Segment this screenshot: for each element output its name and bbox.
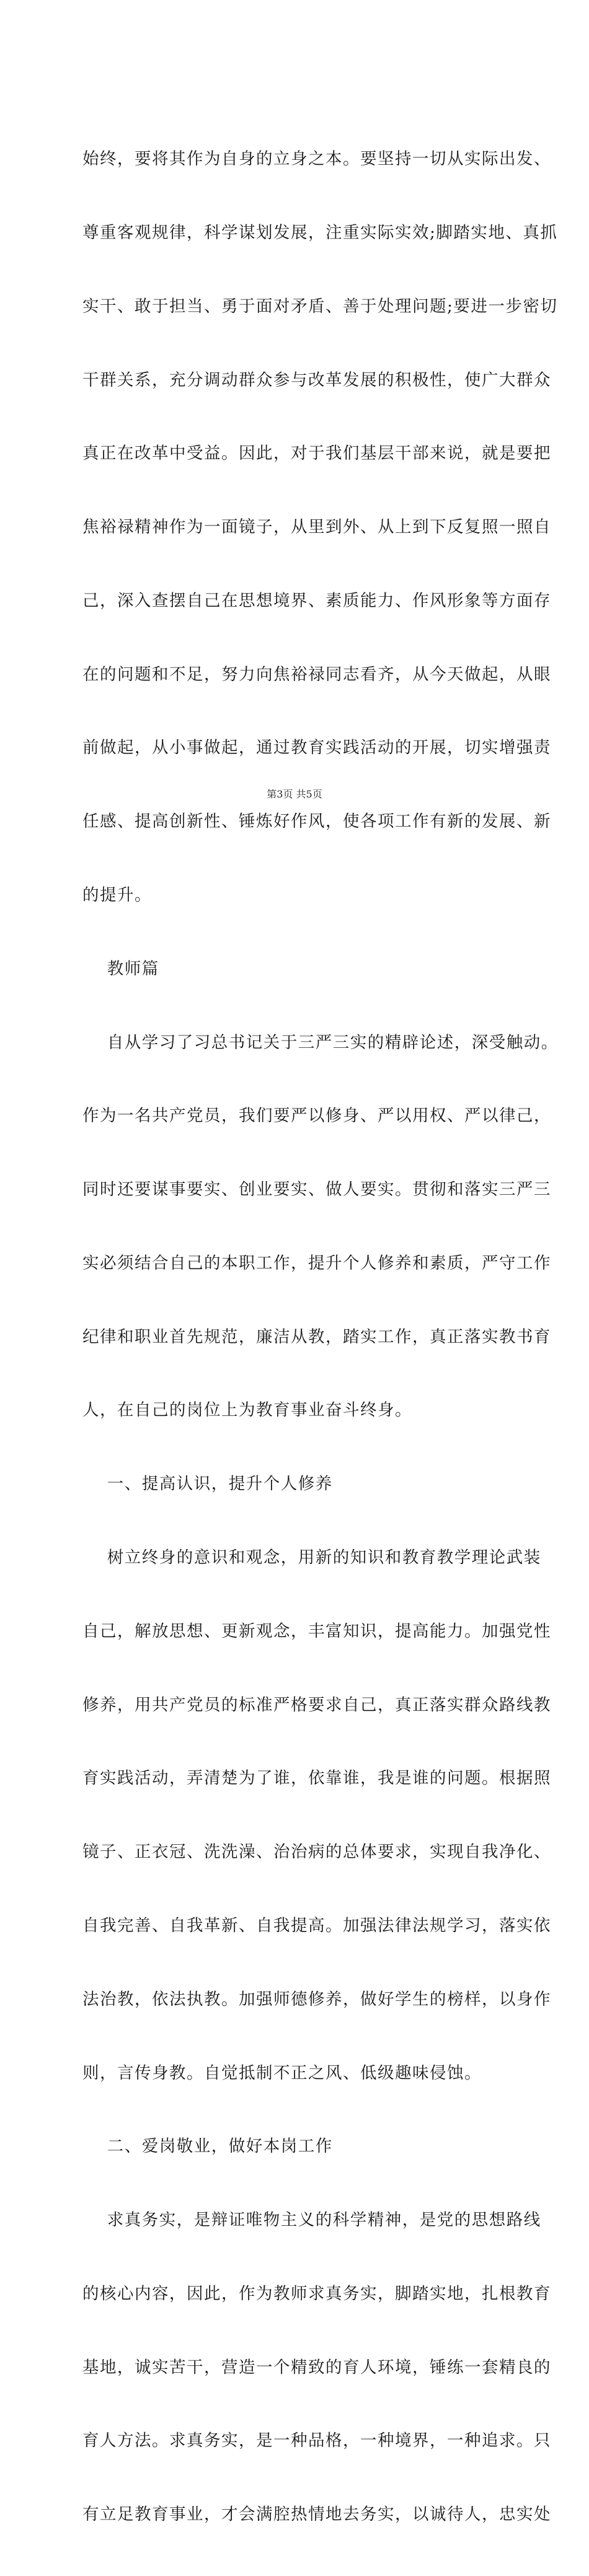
text-line: 同时还要谋事要实、创业要实、做人要实。贯彻和落实三严三 <box>82 1180 551 1200</box>
text-line: 的提升。 <box>82 886 152 905</box>
text-line: 干群关系，充分调动群众参与改革发展的积极性，使广大群众 <box>82 370 551 390</box>
text-line: 法治教，依法执教。加强师德修养，做好学生的榜样，以身作 <box>82 1989 551 2009</box>
text-line: 有立足教育事业，才会满腔热情地去务实，以诚待人，忠实处 <box>82 2505 551 2525</box>
document-body <box>82 98 578 2576</box>
text-line: 尊重客观规律，科学谋划发展，注重实际实效;脚踏实地、真抓 <box>82 222 558 242</box>
text-line: 求真务实，是辩证唯物主义的科学精神，是党的思想路线 <box>82 2210 541 2230</box>
text-line: 任感、提高创新性、锤炼好作风，使各项工作有新的发展、新 <box>82 812 551 832</box>
text-line: 在的问题和不足，努力向焦裕禄同志看齐，从今天做起，从眼 <box>82 664 551 684</box>
text-line: 人，在自己的岗位上为教育事业奋斗终身。 <box>82 1400 412 1420</box>
text-line: 基地，诚实苦干，营造一个精致的育人环境，锤练一套精良的 <box>82 2357 551 2377</box>
text-line: 实必须结合自己的本职工作，提升个人修养和素质，严守工作 <box>82 1253 551 1273</box>
section-heading: 二、爱岗敬业，做好本岗工作 <box>82 2137 333 2156</box>
text-line: 树立终身的意识和观念，用新的知识和教育教学理论武装 <box>82 1548 541 1568</box>
text-line: 的核心内容，因此，作为教师求真务实，脚踏实地，扎根教育 <box>82 2284 551 2303</box>
text-line: 作为一名共产党员，我们要严以修身、严以用权、严以律己， <box>82 1106 551 1126</box>
section-heading: 教师篇 <box>82 959 159 978</box>
text-line: 实干、敢于担当、勇于面对矛盾、善于处理问题;要进一步密切 <box>82 296 558 316</box>
text-line: 修养，用共产党员的标准严格要求自己，真正落实群众路线教 <box>82 1695 551 1715</box>
text-line: 真正在改革中受益。因此，对于我们基层干部来说，就是要把 <box>82 444 551 464</box>
text-line: 前做起，从小事做起，通过教育实践活动的开展，切实增强责 <box>82 738 551 758</box>
text-line: 育人方法。求真务实，是一种品格，一种境界，一种追求。只 <box>82 2431 551 2451</box>
text-line: 始终，要将其作为自身的立身之本。要坚持一切从实际出发、 <box>82 149 551 169</box>
text-line: 镜子、正衣冠、洗洗澡、治治病的总体要求，实现自我净化、 <box>82 1842 551 1862</box>
section-heading: 一、提高认识，提升个人修养 <box>82 1474 333 1494</box>
text-line: 纪律和职业首先规范，廉洁从教，踏实工作，真正落实教书育 <box>82 1327 551 1347</box>
text-line: 自从学习了习总书记关于三严三实的精辟论述，深受触动。 <box>82 1032 559 1052</box>
page-footer <box>0 788 589 801</box>
page-number-label: 第3页 共5页 <box>267 788 322 800</box>
text-line: 育实践活动，弄清楚为了谁，依靠谁，我是谁的问题。根据照 <box>82 1769 551 1788</box>
text-line: 则，言传身教。自觉抵制不正之风、低级趣味侵蚀。 <box>82 2063 482 2083</box>
text-line: 己，深入查摆自己在思想境界、素质能力、作风形象等方面存 <box>82 591 551 610</box>
text-line: 焦裕禄精神作为一面镜子，从里到外、从上到下反复照一照自 <box>82 517 551 537</box>
text-line: 自己，解放思想、更新观念，丰富知识，提高能力。加强党性 <box>82 1621 551 1641</box>
text-line: 自我完善、自我革新、自我提高。加强法律法规学习，落实依 <box>82 1915 551 1935</box>
